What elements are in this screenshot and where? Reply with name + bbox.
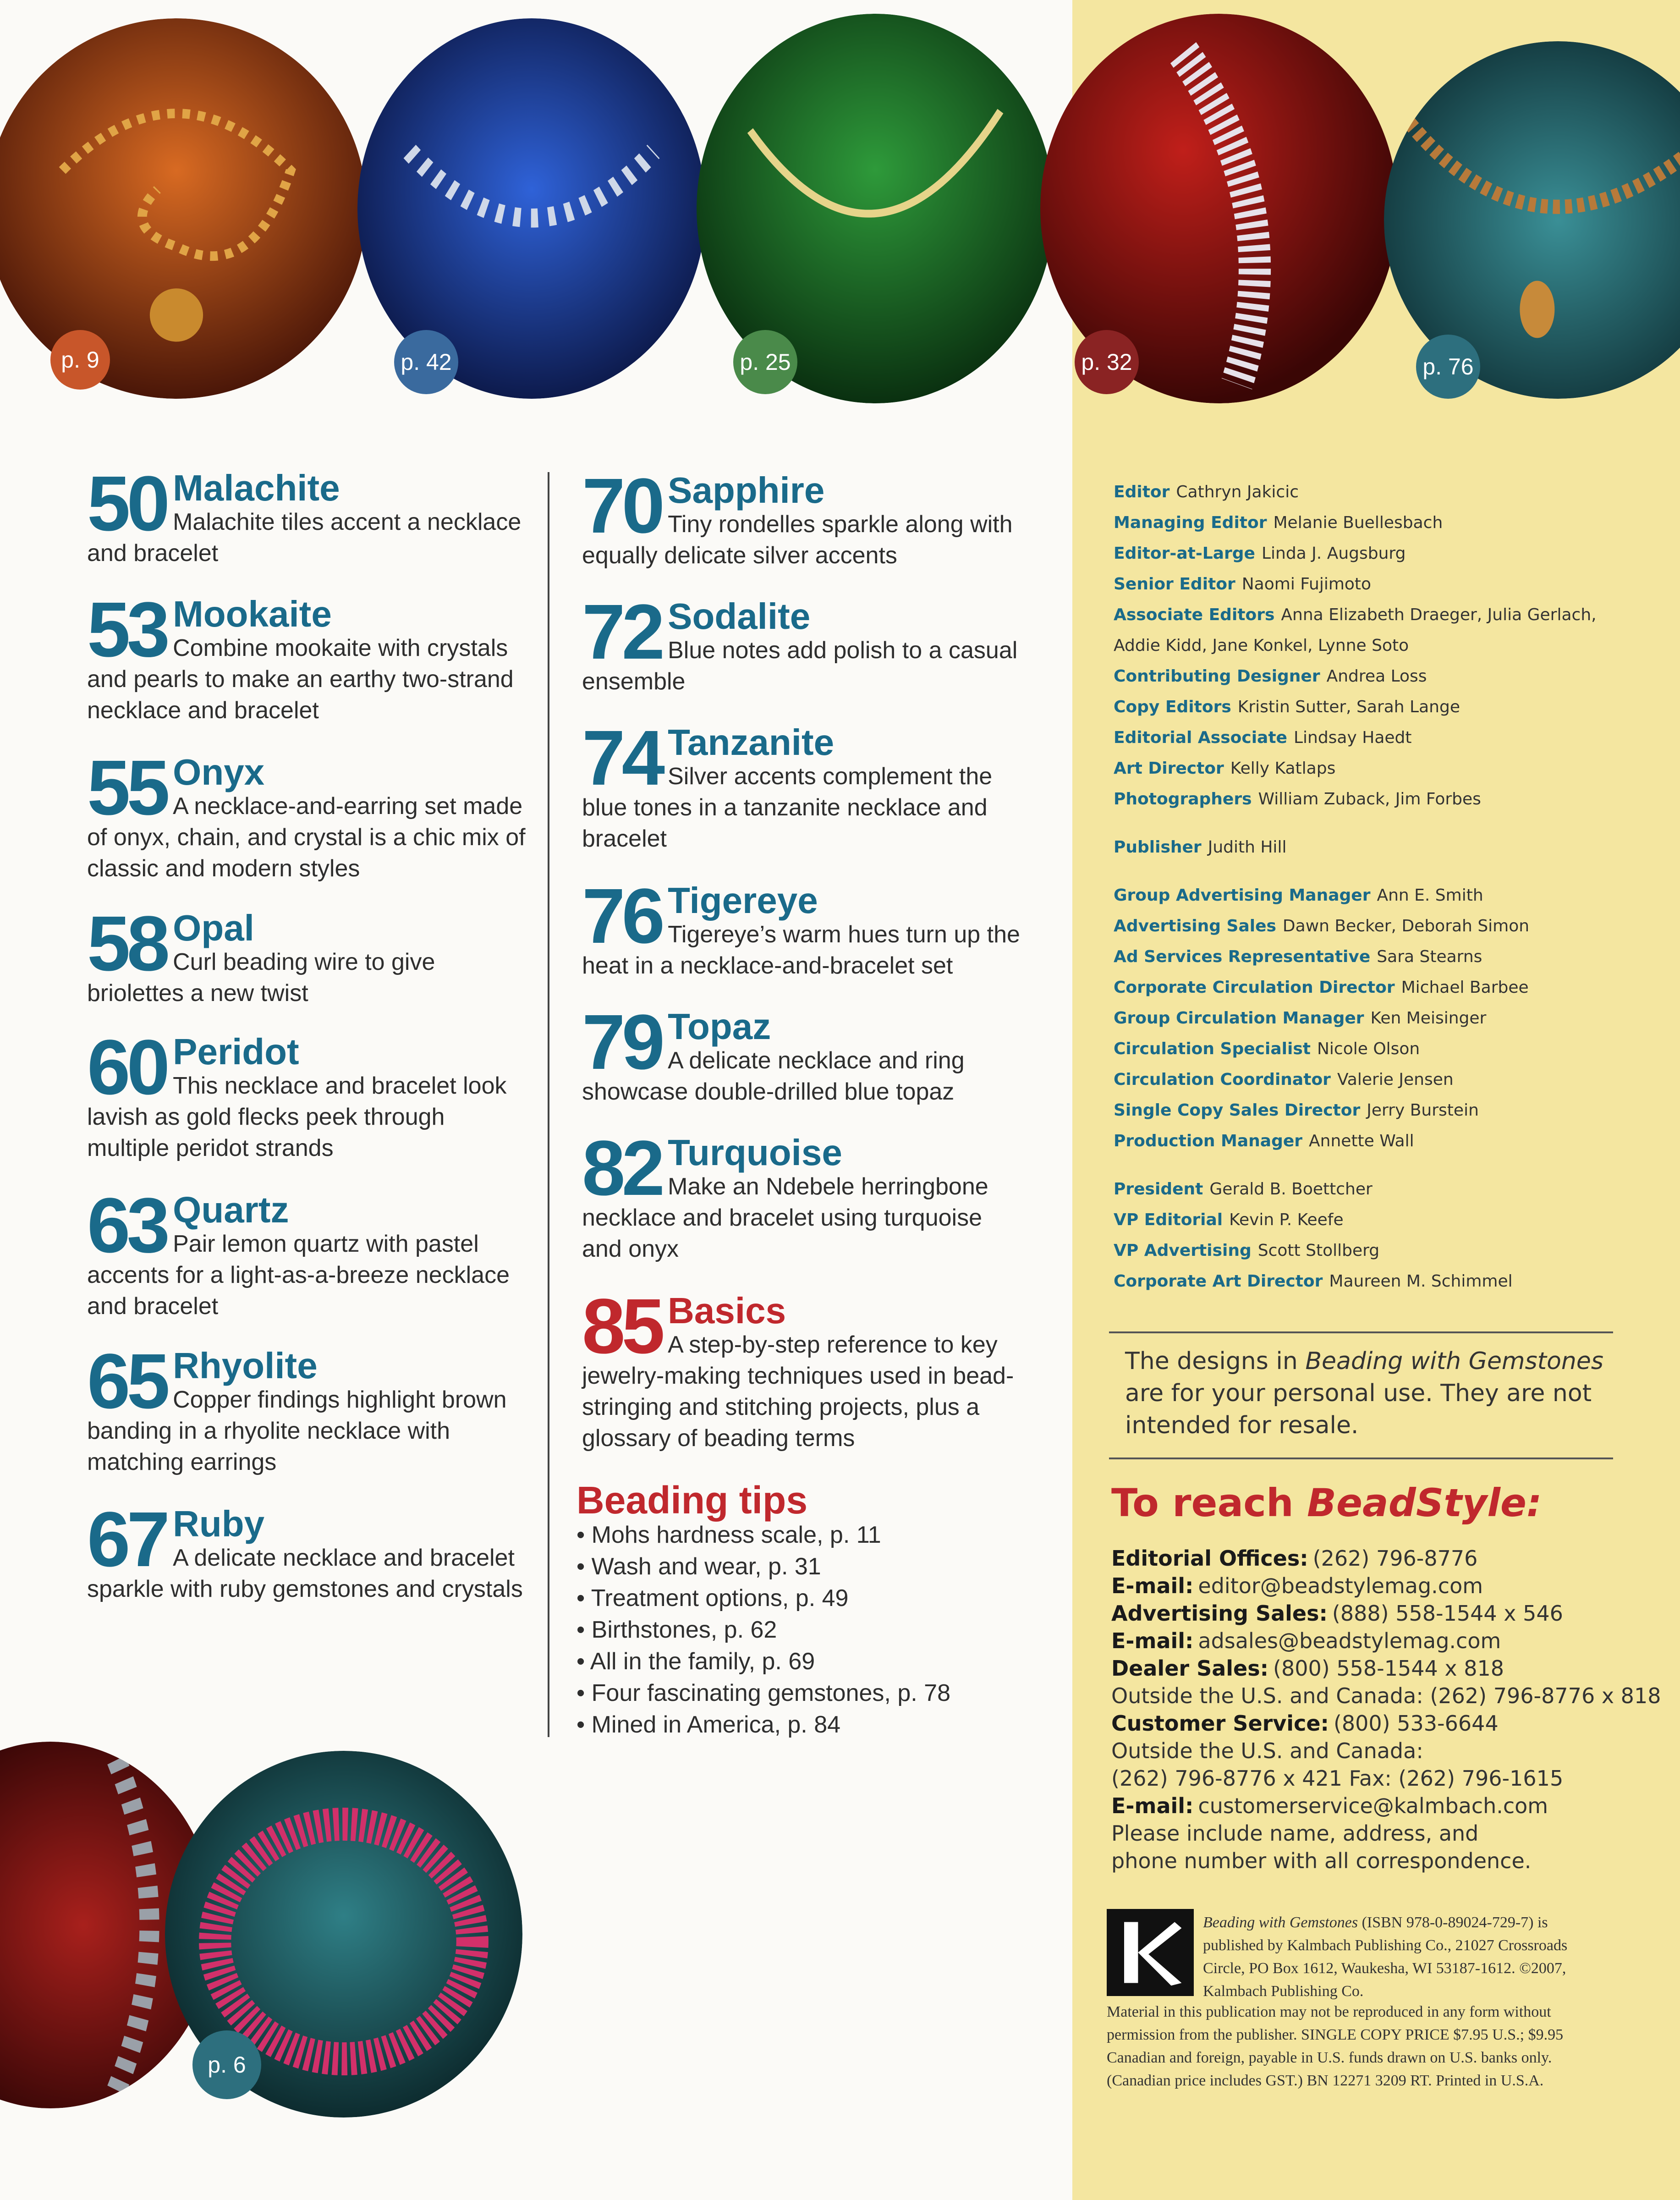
staff-line: Publisher Judith Hill (1114, 838, 1287, 857)
staff-masthead (1114, 477, 1631, 1297)
divider-line (1109, 1458, 1613, 1459)
entry-page-number: 50 (87, 460, 167, 547)
entry-title: Ruby (173, 1503, 265, 1544)
tip-item[interactable]: • All in the family, p. 69 (576, 1646, 950, 1678)
contact-line: Dealer Sales: (800) 558-1544 x 818 (1111, 1656, 1504, 1681)
entry-description: Blue notes add polish to a casual ensemble (582, 637, 1018, 695)
tip-item[interactable]: • Mined in America, p. 84 (576, 1709, 950, 1741)
entry-title: Onyx (173, 752, 265, 792)
contact-line: Advertising Sales: (888) 558-1544 x 546 (1111, 1601, 1563, 1626)
toc-entry[interactable] (582, 873, 1022, 981)
contact-info (1111, 1545, 1661, 1875)
page-badge: p. 32 (1075, 330, 1139, 394)
staff-line: Editor-at-Large Linda J. Augsburg (1114, 544, 1406, 563)
staff-line: VP Advertising Scott Stollberg (1114, 1241, 1380, 1260)
contact-line[interactable]: E-mail: editor@beadstylemag.com (1111, 1573, 1483, 1598)
staff-line: Corporate Art Director Maureen M. Schimmel (1114, 1272, 1513, 1291)
page-badge: p. 25 (733, 330, 797, 394)
staff-line: Editorial Associate Lindsay Haedt (1114, 728, 1412, 747)
entry-description: Silver accents complement the blue tones in a tanzanite necklace and bracelet (582, 763, 993, 852)
disclaimer-text: The designs in Beading with Gemstones are for your personal use. They are not intended for resale. (1125, 1348, 1603, 1439)
entry-title: Tigereye (668, 880, 818, 921)
entry-title: Topaz (668, 1006, 771, 1047)
toc-entry[interactable] (87, 1338, 527, 1478)
entry-description: Curl beading wire to give briolettes a new twist (87, 949, 435, 1006)
toc-entry[interactable] (582, 462, 1022, 571)
toc-entry[interactable] (582, 1283, 1022, 1454)
entry-description: Copper findings highlight brown banding in a rhyolite necklace with matching earrings (87, 1386, 507, 1475)
entry-page-number: 70 (582, 462, 662, 550)
entry-title: Rhyolite (173, 1345, 318, 1386)
entry-page-number: 74 (582, 715, 662, 802)
toc-entry[interactable] (87, 586, 527, 726)
publication-info: Beading with Gemstones (ISBN 978-0-89024-729-7) is published by Kalmbach Publishing Co., 21027 Crossroads Circle, PO Box 1612, Waukesha, WI 53187-1612. ©2007, Kalmbach Publishing Co. (1203, 1914, 1568, 2000)
beading-tips-heading: Beading tips (576, 1479, 808, 1522)
entry-title: Sapphire (668, 470, 825, 511)
contact-line[interactable]: E-mail: adsales@beadstylemag.com (1111, 1628, 1501, 1653)
entry-page-number: 55 (87, 744, 167, 831)
tip-item[interactable]: • Treatment options, p. 49 (576, 1583, 950, 1614)
contact-line: Editorial Offices: (262) 796-8776 (1111, 1546, 1478, 1571)
entry-title: Basics (668, 1290, 786, 1331)
staff-line: Senior Editor Naomi Fujimoto (1114, 575, 1372, 594)
entry-description: A necklace-and-earring set made of onyx, chain, and crystal is a chic mix of classic and modern styles (87, 793, 526, 882)
staff-line: Copy Editors Kristin Sutter, Sarah Lange (1114, 698, 1460, 716)
entry-description: Tiny rondelles sparkle along with equally delicate silver accents (582, 511, 1013, 569)
entry-page-number: 82 (582, 1125, 662, 1212)
entry-page-number: 72 (582, 588, 662, 676)
toc-entry[interactable] (87, 1496, 527, 1605)
contact-line: Outside the U.S. and Canada: (1111, 1738, 1423, 1763)
toc-entry[interactable] (87, 460, 527, 569)
staff-line: Editor Cathryn Jakicic (1114, 483, 1299, 501)
column-divider (548, 472, 549, 1737)
staff-line: Group Advertising Manager Ann E. Smith (1114, 886, 1483, 905)
entry-description: Malachite tiles accent a necklace and bracelet (87, 509, 522, 566)
toc-entry[interactable] (582, 715, 1022, 854)
entry-description: A delicate necklace and bracelet sparkle with ruby gemstones and crystals (87, 1545, 523, 1602)
entry-description: A step-by-step reference to key jewelry-making techniques used in bead-stringing and stitching projects, plus a glossary of beading terms (582, 1331, 1014, 1452)
entry-title: Malachite (173, 468, 340, 508)
toc-entry[interactable] (582, 999, 1022, 1107)
staff-line: Single Copy Sales Director Jerry Burstein (1114, 1101, 1479, 1120)
staff-line: Circulation Coordinator Valerie Jensen (1114, 1070, 1454, 1089)
staff-line: Advertising Sales Dawn Becker, Deborah Simon (1114, 917, 1530, 935)
entry-description: Tigereye’s warm hues turn up the heat in a necklace-and-bracelet set (582, 921, 1020, 979)
staff-line: VP Editorial Kevin P. Keefe (1114, 1210, 1344, 1229)
page-badge: p. 6 (192, 2030, 261, 2099)
contact-line: Customer Service: (800) 533-6644 (1111, 1711, 1499, 1736)
contact-line: Please include name, address, and phone number with all correspondence. (1111, 1821, 1532, 1873)
entry-page-number: 79 (582, 999, 662, 1086)
entry-title: Sodalite (668, 596, 811, 637)
necklace-photo-copper (0, 18, 367, 399)
staff-line: Contributing Designer Andrea Loss (1114, 667, 1427, 686)
toc-entry[interactable] (87, 1024, 527, 1164)
tip-item[interactable]: • Birthstones, p. 62 (576, 1614, 950, 1646)
entry-description: Pair lemon quartz with pastel accents for a light-as-a-breeze necklace and bracelet (87, 1231, 510, 1320)
entry-page-number: 67 (87, 1496, 167, 1583)
contact-heading: To reach BeadStyle: (1111, 1480, 1542, 1525)
entry-title: Quartz (173, 1189, 289, 1230)
staff-line: President Gerald B. Boettcher (1114, 1180, 1373, 1199)
entry-page-number: 58 (87, 900, 167, 987)
staff-line: Managing Editor Melanie Buellesbach (1114, 513, 1443, 532)
entry-description: This necklace and bracelet look lavish as gold flecks peek through multiple peridot strands (87, 1072, 507, 1161)
staff-line: Corporate Circulation Director Michael Barbee (1114, 978, 1529, 997)
staff-line: Associate Editors Anna Elizabeth Draeger, Julia Gerlach, Addie Kidd, Jane Konkel, Lynne Soto (1114, 605, 1597, 655)
toc-entry[interactable] (582, 1125, 1022, 1265)
page-badge: p. 76 (1416, 335, 1480, 399)
toc-entry[interactable] (87, 900, 527, 1009)
staff-line: Photographers William Zuback, Jim Forbes (1114, 790, 1481, 808)
entry-title: Turquoise (668, 1132, 842, 1173)
page-badge: p. 9 (50, 330, 110, 390)
entry-description: A delicate necklace and ring showcase double-drilled blue topaz (582, 1047, 965, 1105)
entry-page-number: 63 (87, 1182, 167, 1269)
toc-entry[interactable] (87, 744, 527, 884)
contact-line[interactable]: E-mail: customerservice@kalmbach.com (1111, 1793, 1548, 1818)
entry-title: Opal (173, 908, 254, 948)
entry-description: Combine mookaite with crystals and pearls to make an earthy two-strand necklace and bracelet (87, 635, 514, 724)
entry-page-number: 65 (87, 1338, 167, 1425)
tip-item[interactable]: • Four fascinating gemstones, p. 78 (576, 1678, 950, 1709)
entry-page-number: 85 (582, 1283, 662, 1370)
toc-entry[interactable] (582, 588, 1022, 697)
toc-entry[interactable] (87, 1182, 527, 1322)
contact-line: (262) 796-8776 x 421 Fax: (262) 796-1615 (1111, 1766, 1564, 1791)
staff-line: Production Manager Annette Wall (1114, 1132, 1414, 1150)
entry-description: Make an Ndebele herringbone necklace and bracelet using turquoise and onyx (582, 1173, 988, 1262)
entry-page-number: 76 (582, 873, 662, 960)
tip-item[interactable]: • Wash and wear, p. 31 (576, 1551, 950, 1583)
divider-line (1109, 1331, 1613, 1333)
entry-title: Mookaite (173, 594, 332, 634)
entry-page-number: 60 (87, 1024, 167, 1111)
contact-line: Outside the U.S. and Canada: (262) 796-8776 x 818 (1111, 1683, 1661, 1708)
entry-title: Tanzanite (668, 722, 835, 763)
entry-page-number: 53 (87, 586, 167, 673)
staff-line: Circulation Specialist Nicole Olson (1114, 1040, 1420, 1058)
kalmbach-logo (1107, 1909, 1194, 1996)
staff-line: Group Circulation Manager Ken Meisinger (1114, 1009, 1487, 1028)
beading-tips-list (576, 1519, 950, 1741)
copyright-notice: Material in this publication may not be reproduced in any form without permission from the publisher. SINGLE COPY PRICE $7.95 U.S.; $9.95 Canadian and foreign, payable in U.S. funds drawn on U.S. banks only. (Canadian price includes GST.) BN 12271 3209 RT. Printed in U.S.A. (1107, 2003, 1564, 2089)
tip-item[interactable]: • Mohs hardness scale, p. 11 (576, 1519, 950, 1551)
staff-line: Art Director Kelly Katlaps (1114, 759, 1336, 778)
staff-line: Ad Services Representative Sara Stearns (1114, 947, 1482, 966)
entry-title: Peridot (173, 1031, 299, 1072)
page-badge: p. 42 (394, 330, 458, 394)
